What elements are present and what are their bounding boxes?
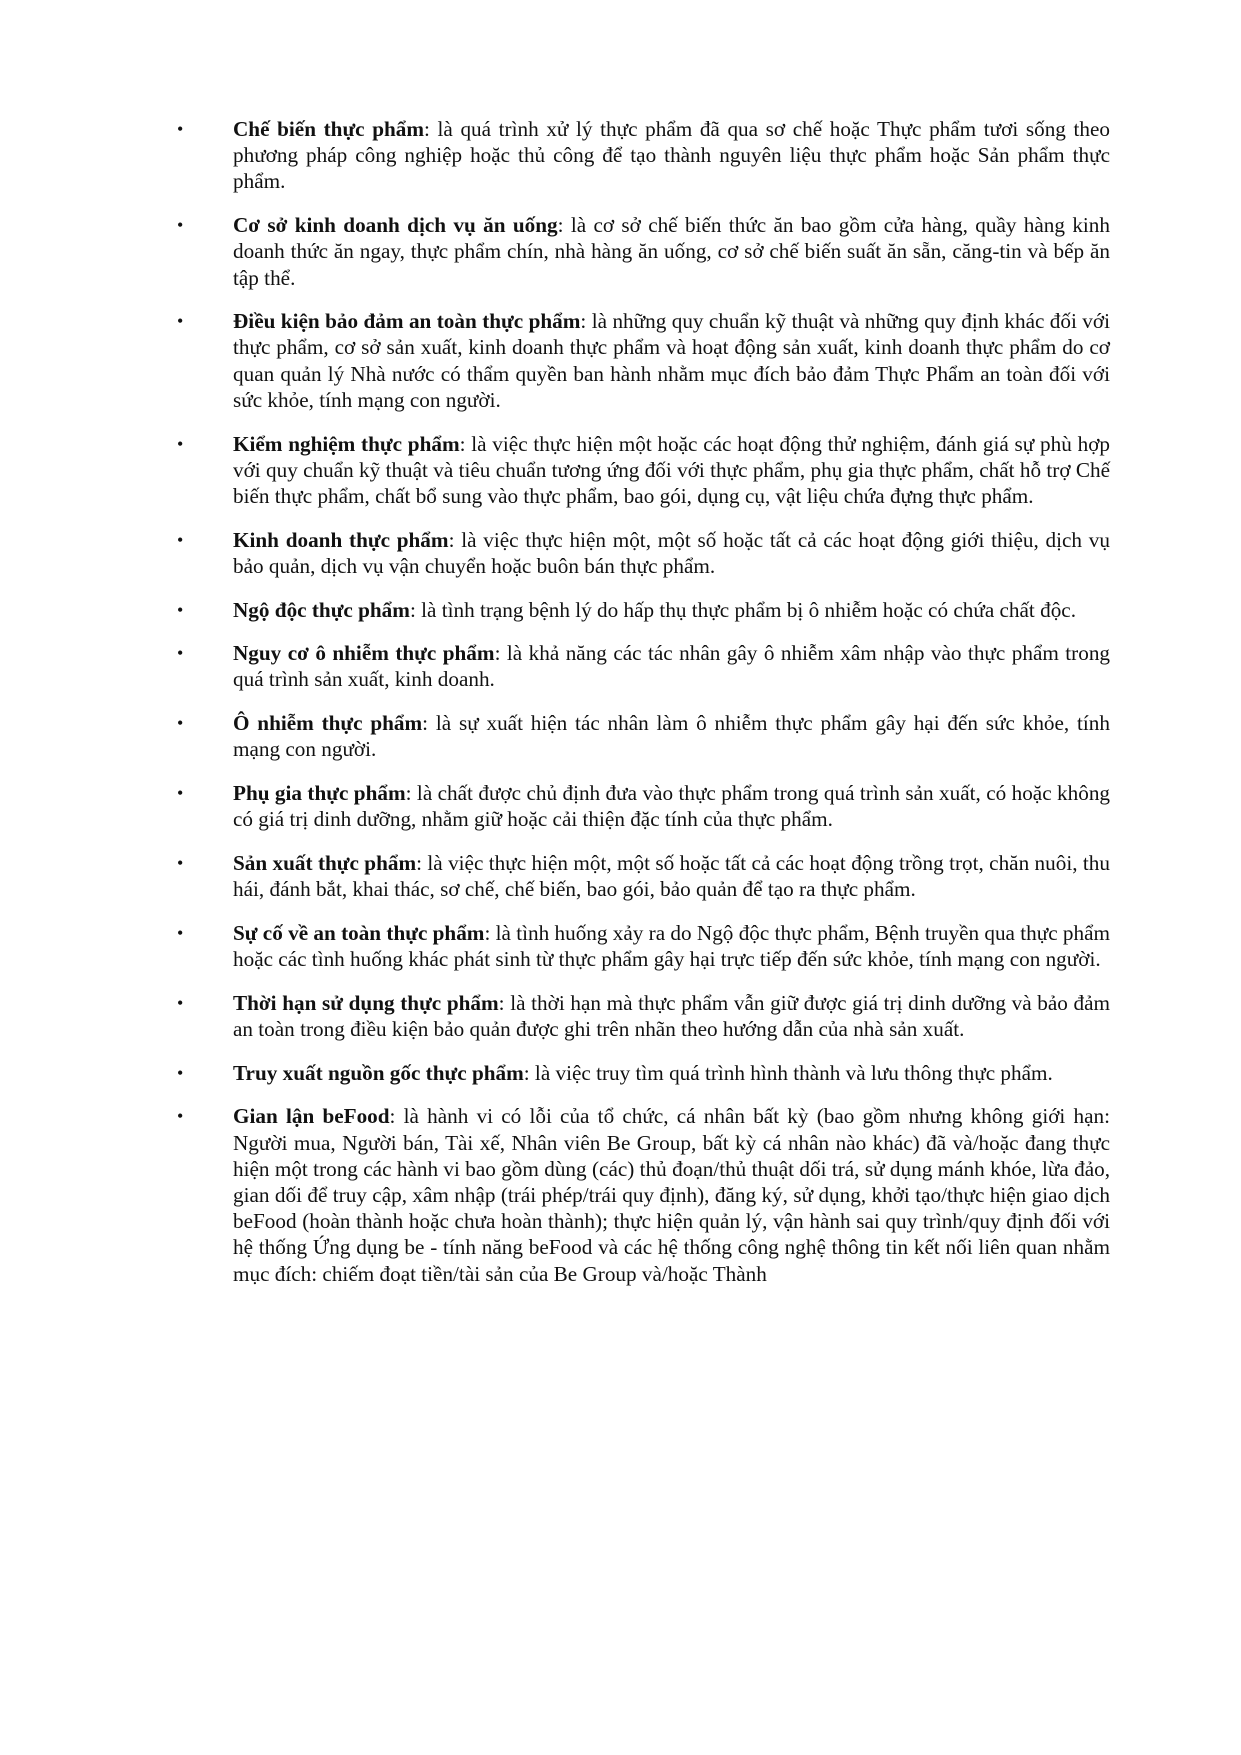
definition-item [177,431,1110,510]
definition-item [177,1103,1110,1286]
definition-text: : là cơ sở chế biến thức ăn bao gồm cửa hàng, quầy hàng kinh doanh thức ăn ngay, thực phẩm chín, nhà hàng ăn uống, cơ sở chế biến suất ăn sẵn, căng-tin và bếp ăn tập thể. [233,213,1110,290]
definition-term: Nguy cơ ô nhiễm thực phẩm [233,641,495,666]
definition-item [177,116,1111,195]
definition-text: : là những quy chuẩn kỹ thuật và những quy định khác đối với thực phẩm, cơ sở sản xuất, kinh doanh thực phẩm và hoạt động sản xuất, kinh doanh thực phẩm do cơ quan quản lý Nhà nước có thẩm quyền ban hành nhằm mục đích bảo đảm Thực Phẩm an toàn đối với sức khỏe, tính mạng con người. [233,309,1110,412]
definition-text: : là việc thực hiện một, một số hoặc tất cả các hoạt động trồng trọt, chăn nuôi, thu hái, đánh bắt, khai thác, sơ chế, chế biến, bao gói, bảo quản để tạo ra thực phẩm. [233,850,1110,902]
definition-item [177,780,1111,832]
definition-term: Sản xuất thực phẩm [233,850,417,875]
bullet-icon: • [177,852,184,873]
bullet-icon: • [177,215,184,236]
definition-item [177,308,1110,413]
definition-text: : là thời hạn mà thực phẩm vẫn giữ được giá trị dinh dưỡng và bảo đảm an toàn trong điều kiện bảo quản được ghi trên nhãn theo hướng dẫn của nhà sản xuất. [233,990,1110,1041]
bullet-icon: • [177,433,184,454]
definition-text: : là việc thực hiện một, một số hoặc tất cả các hoạt động giới thiệu, dịch vụ bảo quản, dịch vụ vận chuyển hoặc buôn bán thực phẩm. [233,527,1110,578]
bullet-icon: • [177,992,184,1013]
definition-item [177,920,1110,972]
bullet-icon: • [177,529,184,550]
definition-term: Cơ sở kinh doanh dịch vụ ăn uống [233,213,558,238]
bullet-icon: • [177,1062,184,1083]
definition-item [177,990,1110,1042]
definitions-list [177,116,1111,1304]
definition-text: : là quá trình xử lý thực phẩm đã qua sơ chế hoặc Thực phẩm tươi sống theo phương pháp công nghiệp hoặc thủ công để tạo thành nguyên liệu thực phẩm hoặc Sản phẩm thực phẩm. [233,117,1111,194]
definition-text: : là sự xuất hiện tác nhân làm ô nhiễm thực phẩm gây hại đến sức khỏe, tính mạng con người. [233,711,1110,762]
bullet-icon: • [177,922,184,943]
definition-term: Ô nhiễm thực phẩm [233,711,423,736]
definition-item [177,597,1110,623]
definition-item [177,850,1110,902]
definition-text: : là tình huống xảy ra do Ngộ độc thực phẩm, Bệnh truyền qua thực phẩm hoặc các tình huống khác phát sinh từ thực phẩm gây hại trực tiếp đến sức khỏe, tính mạng con người. [233,920,1110,972]
bullet-icon: • [177,599,184,620]
definition-item [177,710,1110,762]
bullet-icon: • [177,783,184,804]
definition-term: Kiểm nghiệm thực phẩm [233,431,460,456]
definition-term: Kinh doanh thực phẩm [233,527,449,552]
definition-term: Gian lận beFood [233,1104,390,1129]
definition-text: : là việc thực hiện một hoặc các hoạt động thử nghiệm, đánh giá sự phù hợp với quy chuẩn kỹ thuật và tiêu chuẩn tương ứng đối với thực phẩm, phụ gia thực phẩm, chất hỗ trợ Chế biến thực phẩm, chất bổ sung vào thực phẩm, bao gói, dụng cụ, vật liệu chứa đựng thực phẩm. [233,431,1110,508]
bullet-icon: • [177,311,184,332]
definition-term: Chế biến thực phẩm [233,117,425,141]
definition-text: : là tình trạng bệnh lý do hấp thụ thực phẩm bị ô nhiễm hoặc có chứa chất độc. [409,597,1076,622]
definition-term: Thời hạn sử dụng thực phẩm [233,990,499,1015]
definition-term: Truy xuất nguồn gốc thực phẩm [233,1060,524,1085]
definition-item [177,640,1111,692]
definition-term: Sự cố về an toàn thực phẩm [233,920,485,945]
definition-item [177,527,1110,579]
definition-text: : là khả năng các tác nhân gây ô nhiễm xâm nhập vào thực phẩm trong quá trình sản xuất, kinh doanh. [233,641,1111,692]
bullet-icon: • [177,1106,184,1127]
definition-item [177,1060,1110,1086]
bullet-icon: • [177,643,184,664]
definition-text: : là việc truy tìm quá trình hình thành và lưu thông thực phẩm. [523,1060,1053,1085]
bullet-icon: • [177,119,184,139]
bullet-icon: • [177,713,184,734]
definition-text: : là hành vi có lỗi của tổ chức, cá nhân bất kỳ (bao gồm nhưng không giới hạn: Người mua, Người bán, Tài xế, Nhân viên Be Group, bất kỳ cá nhân nào khác) đã và/hoặc đang thực hiện một trong các hành vi bao gồm dùng (các) thủ đoạn/thủ thuật dối trá, sử dụng mánh khóe, lừa đảo, gian dối để truy cập, xâm nhập (trái phép/trái quy định), đăng ký, sử dụng, khởi tạo/thực hiện giao dịch beFood (hoàn thành hoặc chưa hoàn thành); thực hiện quản lý, vận hành sai quy trình/quy định đối với hệ thống Ứng dụng be - tính năng beFood và các hệ thống công nghệ thông tin kết nối liên quan nhằm mục đích: chiếm đoạt tiền/tài sản của Be Group và/hoặc Thành [233,1104,1110,1286]
definition-term: Điều kiện bảo đảm an toàn thực phẩm [233,309,581,334]
definition-text: : là chất được chủ định đưa vào thực phẩm trong quá trình sản xuất, có hoặc không có giá trị dinh dưỡng, nhằm giữ hoặc cải thiện đặc tính của thực phẩm. [233,781,1111,832]
definition-term: Ngộ độc thực phẩm [233,597,410,622]
definition-term: Phụ gia thực phẩm [233,781,406,806]
definition-item [177,212,1110,291]
